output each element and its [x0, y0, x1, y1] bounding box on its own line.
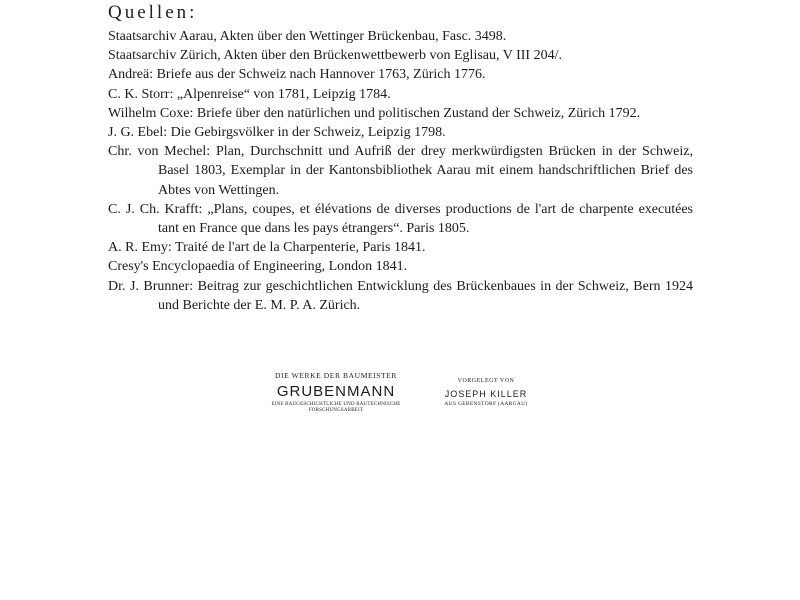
source-item: J. G. Ebel: Die Gebirgsvölker in der Schweiz, Leipzig 1798.: [108, 125, 446, 141]
source-item: Dr. J. Brunner: Beitrag zur geschichtlichen Entwicklung des Brückenbaues in der Schweiz, Bern 1924 und Berichte der E. M. P. A. Zürich.: [108, 278, 693, 313]
source-item: Staatsarchiv Zürich, Akten über den Brückenwettbewerb von Eglisau, V III 204/.: [108, 48, 562, 64]
sources-list: [108, 27, 693, 315]
series-line: DIE WERKE DER BAUMEISTER: [275, 371, 397, 380]
series-imprint: [258, 371, 414, 414]
author-name: JOSEPH KILLER: [444, 389, 528, 399]
series-subtitle: FORSCHUNGSARBEIT: [308, 408, 364, 413]
series-title: GRUBENMANN: [276, 383, 396, 400]
author-origin: AUS GEBENSTORF (AARGAU): [444, 401, 528, 407]
source-item: Andreä: Briefe aus der Schweiz nach Hannover 1763, Zürich 1776.: [108, 67, 486, 83]
source-item: C. K. Storr: „Alpenreise“ von 1781, Leipzig 1784.: [108, 86, 391, 102]
source-item: Staatsarchiv Aarau, Akten über den Wettinger Brückenbau, Fasc. 3498.: [108, 29, 507, 44]
source-item: Wilhelm Coxe: Briefe über den natürlichen und politischen Zustand der Schweiz, Zürich 1792.: [108, 105, 641, 121]
source-item: Cresy's Encyclopaedia of Engineering, London 1841.: [108, 259, 408, 275]
source-item: C. J. Ch. Krafft: „Plans, coupes, et élévations de diverses productions de l'art de charpente executées tant en France que dans les pays étrangers“. Paris 1805.: [108, 201, 693, 237]
source-item: A. R. Emy: Traité de l'art de la Charpenterie, Paris 1841.: [108, 240, 426, 256]
sources-heading: Quellen:: [108, 2, 198, 23]
series-subtitle: EINE BAUGESCHICHTLICHE UND BAUTECHNISCHE: [271, 402, 401, 407]
author-imprint: [430, 377, 542, 408]
presented-by-label: VORGELEGT VON: [457, 378, 515, 384]
source-item: Chr. von Mechel: Plan, Durchschnitt und Aufriß der drey merkwürdigsten Brücken in der Schweiz, Basel 1803, Exemplar in der Kantonsbibliothek Aarau mit einem handschriftlichen Brief des Abtes von Wettingen.: [108, 144, 693, 198]
